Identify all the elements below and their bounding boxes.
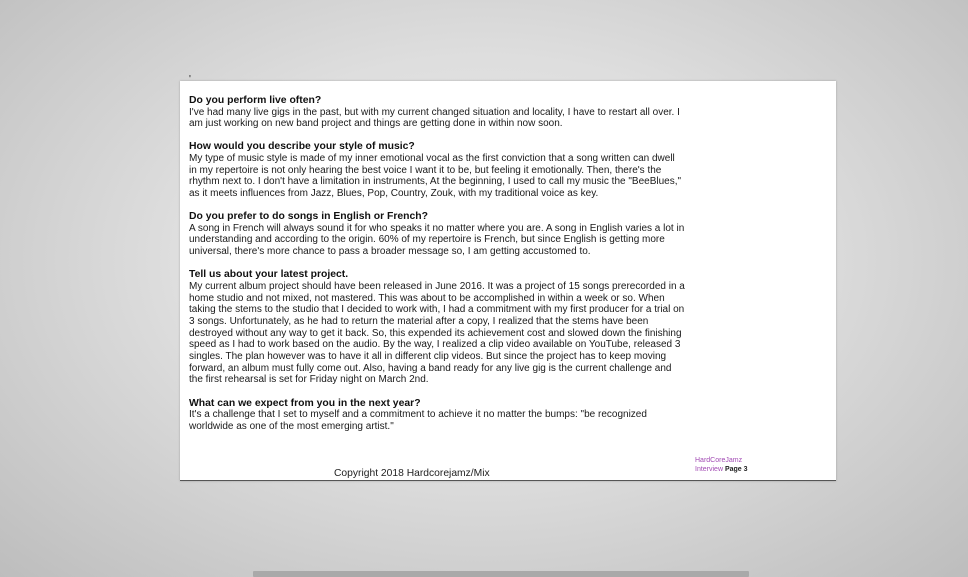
question-heading: Do you prefer to do songs in English or French? [189,211,428,223]
question-heading: What can we expect from you in the next year? [189,397,421,409]
answer-paragraph: I've had many live gigs in the past, but with my current changed situation and locality, I have to restart all over. I am just working on new band project and things are getting done in within now soon. [189,106,680,130]
footer-page-line [695,466,748,475]
qa-section-project [189,269,685,386]
answer-paragraph: My type of music style is made of my inner emotional vocal as the first conviction that a song written can dwell in my repertoire is not only hearing the best voice I want it to be, but feeling it emotionally. Then, there's the rhythm next to. I don't have a limitation in instruments, At the beginning, I used to call my music the "BeeBlues," as it meets influences from Jazz, Blues, Pop, Country, Zouk, with my traditional voice as key. [189,152,682,200]
footer-interview-label: Interview [695,465,724,473]
answer-paragraph: My current album project should have been released in June 2016. It was a project of 15 songs prerecorded in a home studio and not mixed, not mastered. This was about to be accomplished in within a week or so. When taking the stems to the studio that I decided to work with, I had a commitment with my first producer for a trial on 3 songs. Unfortunately, as he had to return the material after a copy, I realized that the stems have been destroyed without any way to get it back. So, this expended its achievement cost and slowed down the finishing speed as I had to work based on the audio. By the way, I realized a clip video available on YouTube, released 3 singles. The plan however was to have it all in different clip videos. But since the project has to keep moving forward, an album must fully come out. Also, having a band ready for any live gig is the current challenge and the first rehearsal is set for Friday night on March 2nd. [189,280,685,386]
previous-text-fragment: ' [189,74,191,85]
horizontal-scrollbar[interactable] [253,571,749,577]
copyright-footer: Copyright 2018 Hardcorejamz/Mix [334,468,490,479]
answer-paragraph: It's a challenge that I set to myself and a commitment to achieve it no matter the bumps: "be recognized worldwide as one of the most emerging artist." [189,409,647,432]
qa-section-live [189,95,685,130]
document-page [180,74,836,481]
qa-section-language [189,211,685,258]
qa-section-next-year [189,398,685,433]
qa-section-style [189,141,685,199]
footer-page-number: Page 3 [724,465,748,473]
question-heading: Tell us about your latest project. [189,269,349,281]
question-heading: Do you perform live often? [189,95,322,106]
answer-paragraph: A song in French will always sound it for who speaks it no matter where you are. A song in English varies a lot in understanding and according to the origin. 60% of my repertoire is French, but since English is getting more universal, there's more chance to pass a broader message so, I am getting accustomed to. [189,222,685,258]
interview-content [189,95,685,444]
page-footer [695,457,748,474]
question-heading: How would you describe your style of music? [189,141,415,153]
footer-brand: HardCoreJamz [695,457,743,464]
